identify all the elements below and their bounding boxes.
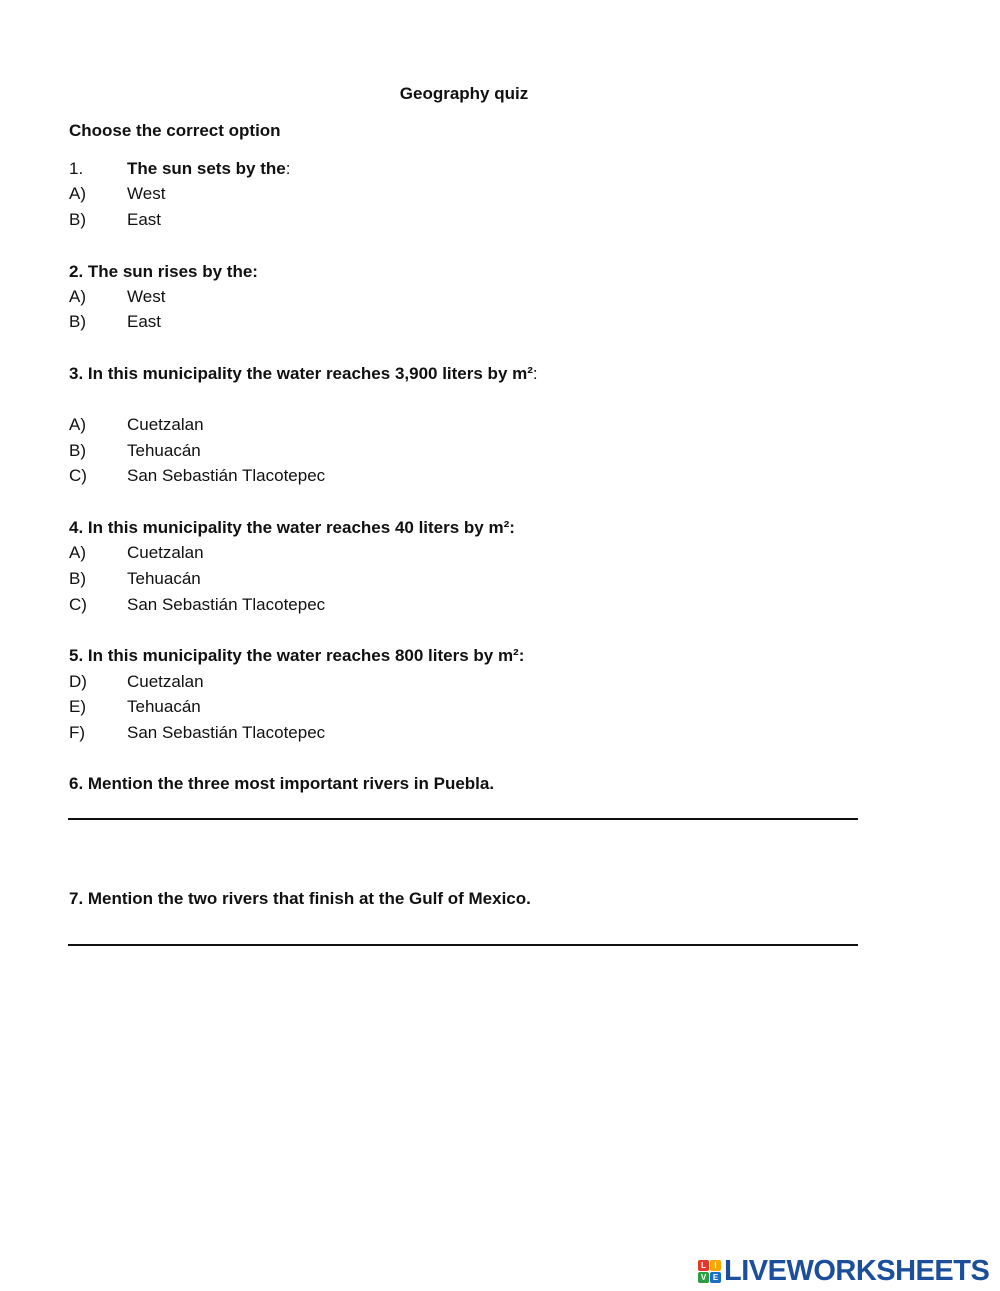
- option-text: Cuetzalan: [127, 543, 204, 562]
- option-letter: B): [69, 210, 86, 229]
- liveworksheets-logo: [698, 1256, 989, 1286]
- logo-cell: E: [710, 1272, 721, 1283]
- option-letter: A): [69, 287, 86, 306]
- question-text: 5. In this municipality the water reaches 800 liters by m²:: [69, 646, 525, 665]
- option-text: San Sebastián Tlacotepec: [127, 466, 326, 485]
- answer-line[interactable]: [68, 818, 858, 820]
- answer-line[interactable]: [68, 944, 858, 946]
- option-letter: C): [69, 466, 87, 485]
- logo-text: LIVEWORKSHEETS: [724, 1254, 990, 1287]
- question-text: 4. In this municipality the water reaches 40 liters by m²:: [69, 518, 515, 537]
- question-number: 1.: [69, 159, 84, 178]
- option-text: West: [127, 287, 166, 306]
- option-letter: B): [69, 441, 86, 460]
- logo-cell: V: [698, 1272, 709, 1283]
- option-text: San Sebastián Tlacotepec: [127, 595, 326, 614]
- logo-cell: I: [710, 1260, 721, 1271]
- option-letter: A): [69, 415, 86, 434]
- question-text: 7. Mention the two rivers that finish at the Gulf of Mexico.: [69, 889, 531, 908]
- option-text: Cuetzalan: [127, 415, 204, 434]
- question-text-bold: 3. In this municipality the water reaches 3,900 liters by m²: [69, 364, 533, 383]
- question-colon: :: [285, 159, 291, 178]
- option-letter: E): [69, 697, 86, 716]
- option-letter: C): [69, 595, 87, 614]
- question-colon: :: [532, 364, 538, 383]
- option-text: Tehuacán: [127, 441, 201, 460]
- option-letter: F): [69, 723, 86, 742]
- instruction: Choose the correct option: [69, 121, 281, 140]
- question-text-bold: The sun sets by the: [127, 159, 286, 178]
- option-letter: A): [69, 184, 86, 203]
- question-text: 2. The sun rises by the:: [69, 262, 258, 281]
- option-text: East: [127, 312, 162, 331]
- logo-cell: L: [698, 1260, 709, 1271]
- option-text: West: [127, 184, 166, 203]
- option-letter: B): [69, 312, 86, 331]
- logo-icon: [698, 1260, 721, 1283]
- page-title: Geography quiz: [399, 84, 529, 103]
- option-text: San Sebastián Tlacotepec: [127, 723, 326, 742]
- question-text: [69, 364, 538, 384]
- option-text: Cuetzalan: [127, 672, 204, 691]
- option-text: Tehuacán: [127, 697, 201, 716]
- option-letter: D): [69, 672, 87, 691]
- option-text: East: [127, 210, 162, 229]
- option-letter: A): [69, 543, 86, 562]
- question-text: [127, 159, 290, 179]
- option-text: Tehuacán: [127, 569, 201, 588]
- option-letter: B): [69, 569, 86, 588]
- question-text: 6. Mention the three most important rivers in Puebla.: [69, 774, 495, 793]
